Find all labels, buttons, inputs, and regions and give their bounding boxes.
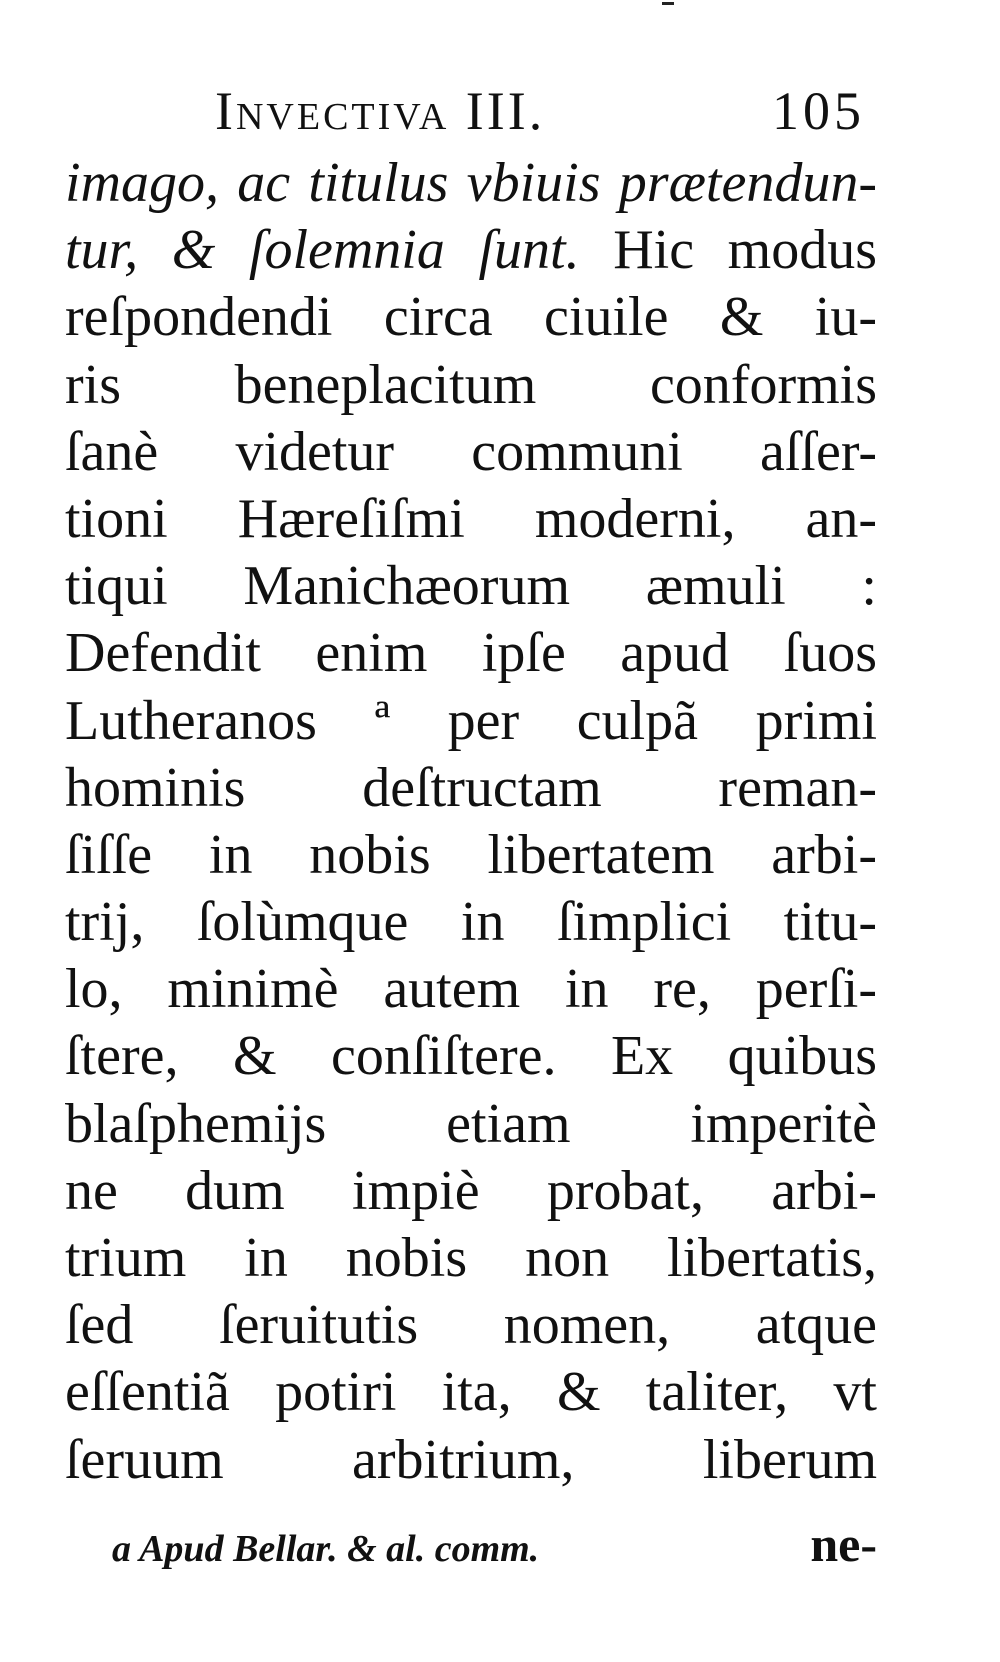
catchword: ne- <box>810 1516 877 1572</box>
roman-text: Hic modus <box>579 219 877 282</box>
text-line: ſeruum arbitrium, liberum <box>65 1428 877 1491</box>
text-line: blaſphemijs etiam imperitè <box>65 1092 877 1155</box>
text-line: ſtere, & conſiſtere. Ex quibus <box>65 1025 877 1088</box>
italic-text: tur, & ſolemnia ſunt. <box>65 219 580 282</box>
body-text <box>65 150 877 1494</box>
text-line: ſanè videtur communi aſſer- <box>65 420 877 483</box>
text-line: tioni Hæreſiſmi moderni, an- <box>65 487 877 550</box>
text-line: trij, ſolùmque in ſimplici titu- <box>65 891 877 954</box>
text-line <box>65 217 877 284</box>
text-line: Lutheranos ª per culpã primi <box>65 689 877 752</box>
italic-text: imago, ac titulus vbiuis prætendun- <box>65 152 877 214</box>
text-line: ſed ſeruitutis nomen, atque <box>65 1294 877 1357</box>
text-line: ſiſſe in nobis libertatem arbi- <box>65 823 877 886</box>
text-line: hominis deſtructam reman- <box>65 756 877 819</box>
text-line <box>65 150 877 217</box>
text-line: lo, minimè autem in re, perſi- <box>65 958 877 1021</box>
text-line: ne dum impiè probat, arbi- <box>65 1159 877 1222</box>
page-footer <box>112 1515 877 1585</box>
text-line: tiqui Manichæorum æmuli : <box>65 555 877 618</box>
page-header <box>215 80 865 150</box>
top-mark <box>662 2 674 5</box>
text-line: Defendit enim ipſe apud ſuos <box>65 622 877 685</box>
running-title: Invectiva III. <box>215 81 546 141</box>
text-line: ris beneplacitum conformis <box>65 353 877 416</box>
footnote: a Apud Bellar. & al. comm. <box>112 1528 540 1570</box>
text-line: eſſentiã potiri ita, & taliter, vt <box>65 1361 877 1424</box>
page-number: 105 <box>772 81 865 141</box>
text-line: reſpondendi circa ciuile & iu- <box>65 286 877 349</box>
text-line: trium in nobis non libertatis, <box>65 1227 877 1289</box>
